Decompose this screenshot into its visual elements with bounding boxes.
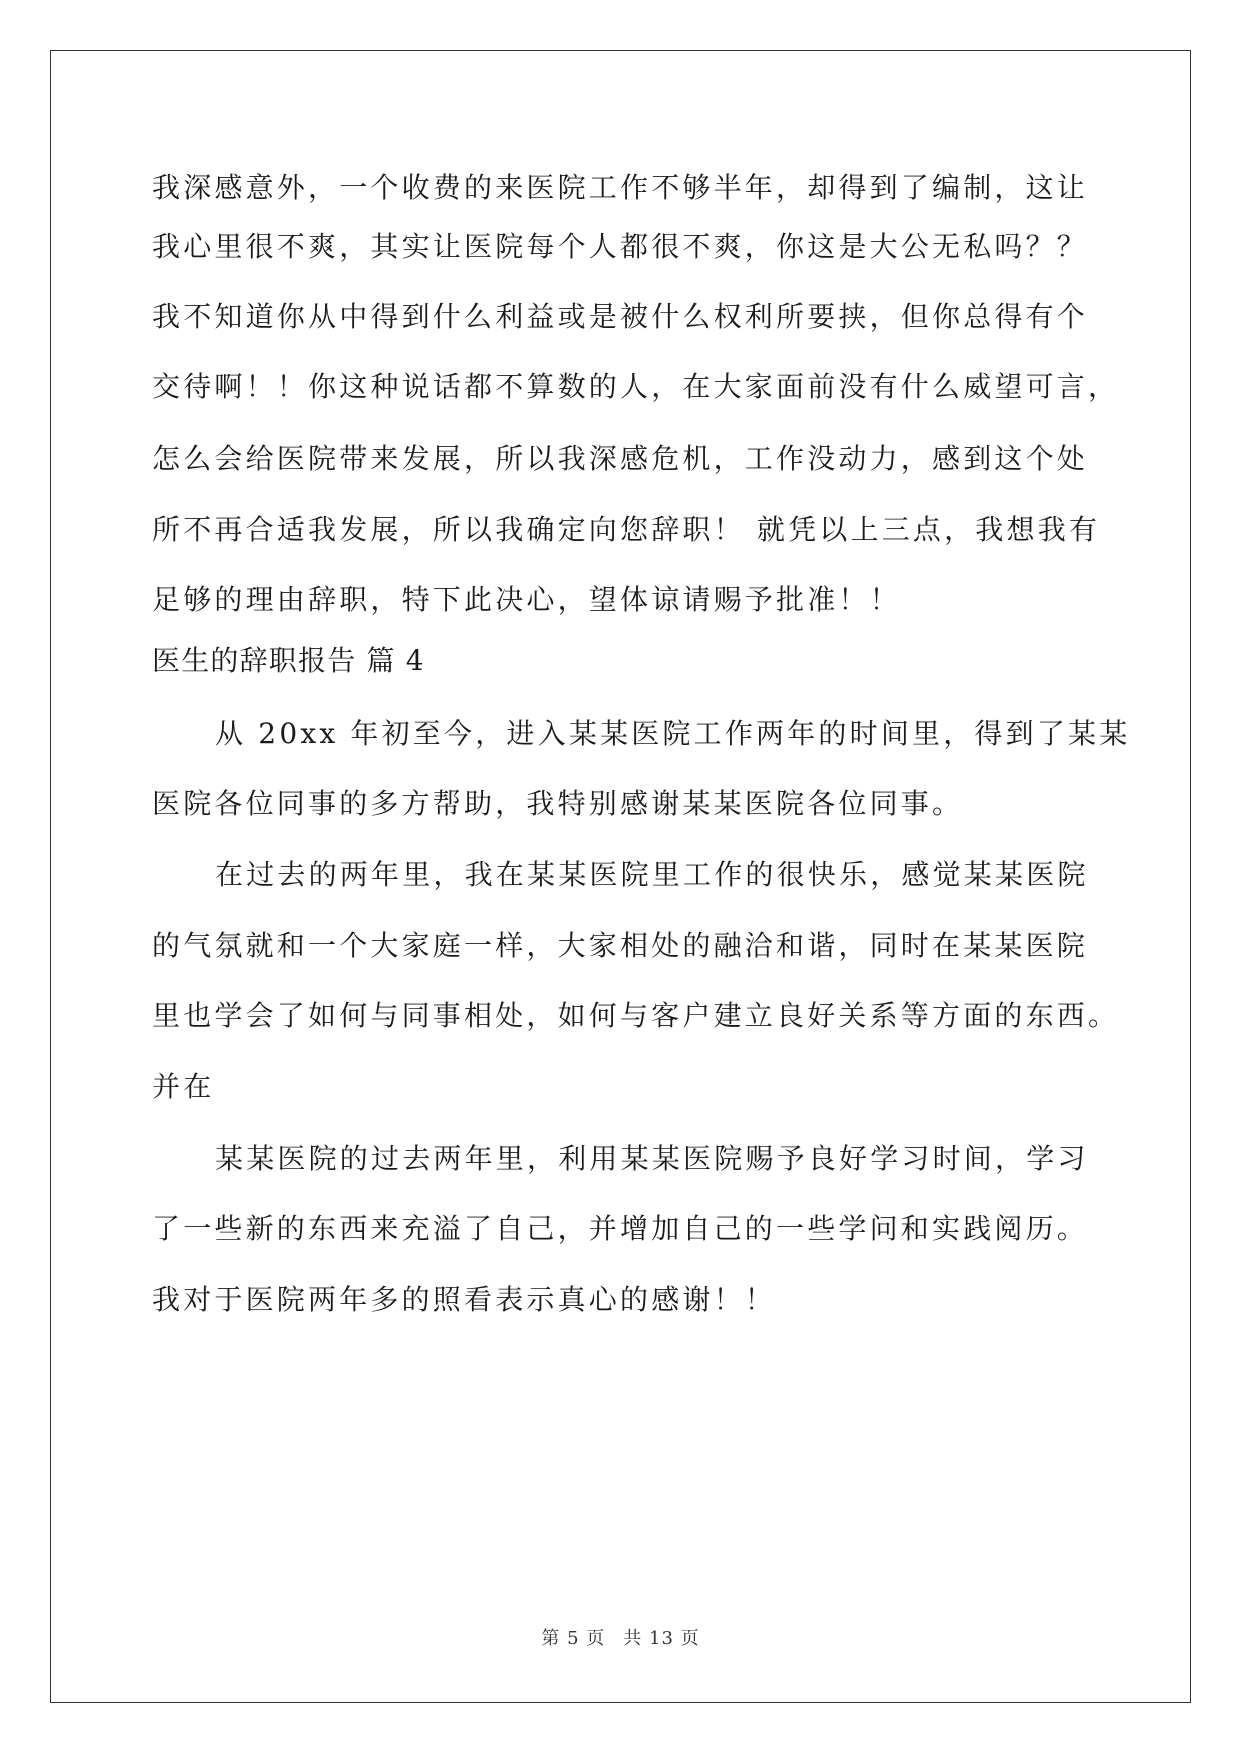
body-text-line: 里也学会了如何与同事相处，如何与客户建立良好关系等方面的东西。 bbox=[152, 999, 1120, 1032]
body-text-line: 我不知道你从中得到什么利益或是被什么权利所要挟，但你总得有个 bbox=[152, 300, 1089, 333]
body-text-line: 某某医院的过去两年里，利用某某医院赐予良好学习时间，学习 bbox=[215, 1142, 1089, 1175]
body-text-line: 我对于医院两年多的照看表示真心的感谢！！ bbox=[152, 1283, 777, 1316]
page-footer bbox=[0, 1624, 1241, 1650]
body-text-line: 在过去的两年里，我在某某医院里工作的很快乐，感觉某某医院 bbox=[215, 858, 1089, 891]
body-text-line: 的气氛就和一个大家庭一样，大家相处的融洽和谐，同时在某某医院 bbox=[152, 929, 1089, 962]
body-text-line: 足够的理由辞职，特下此决心，望体谅请赐予批准！！ bbox=[152, 583, 901, 616]
body-text-line: 医院各位同事的多方帮助，我特别感谢某某医院各位同事。 bbox=[152, 787, 964, 820]
page-number: 第 5 页 bbox=[541, 1628, 606, 1649]
body-text-line: 从 20xx 年初至今，进入某某医院工作两年的时间里，得到了某某 bbox=[215, 717, 1131, 750]
body-text-line: 并在 bbox=[152, 1070, 215, 1103]
body-text-line: 了一些新的东西来充溢了自己，并增加自己的一些学问和实践阅历。 bbox=[152, 1212, 1089, 1245]
body-text-line: 怎么会给医院带来发展，所以我深感危机，工作没动力，感到这个处 bbox=[152, 442, 1089, 475]
page-total: 共 13 页 bbox=[623, 1628, 700, 1649]
body-text-line: 交待啊！！你这种说话都不算数的人，在大家面前没有什么威望可言， bbox=[152, 370, 1120, 403]
body-text-line: 我心里很不爽，其实让医院每个人都很不爽，你这是大公无私吗？？ bbox=[152, 230, 1089, 263]
section-heading: 医生的辞职报告 篇 4 bbox=[152, 644, 425, 677]
body-text-line: 我深感意外，一个收费的来医院工作不够半年，却得到了编制，这让 bbox=[152, 171, 1089, 204]
body-text-line: 所不再合适我发展，所以我确定向您辞职！ 就凭以上三点，我想我有 bbox=[152, 513, 1101, 546]
